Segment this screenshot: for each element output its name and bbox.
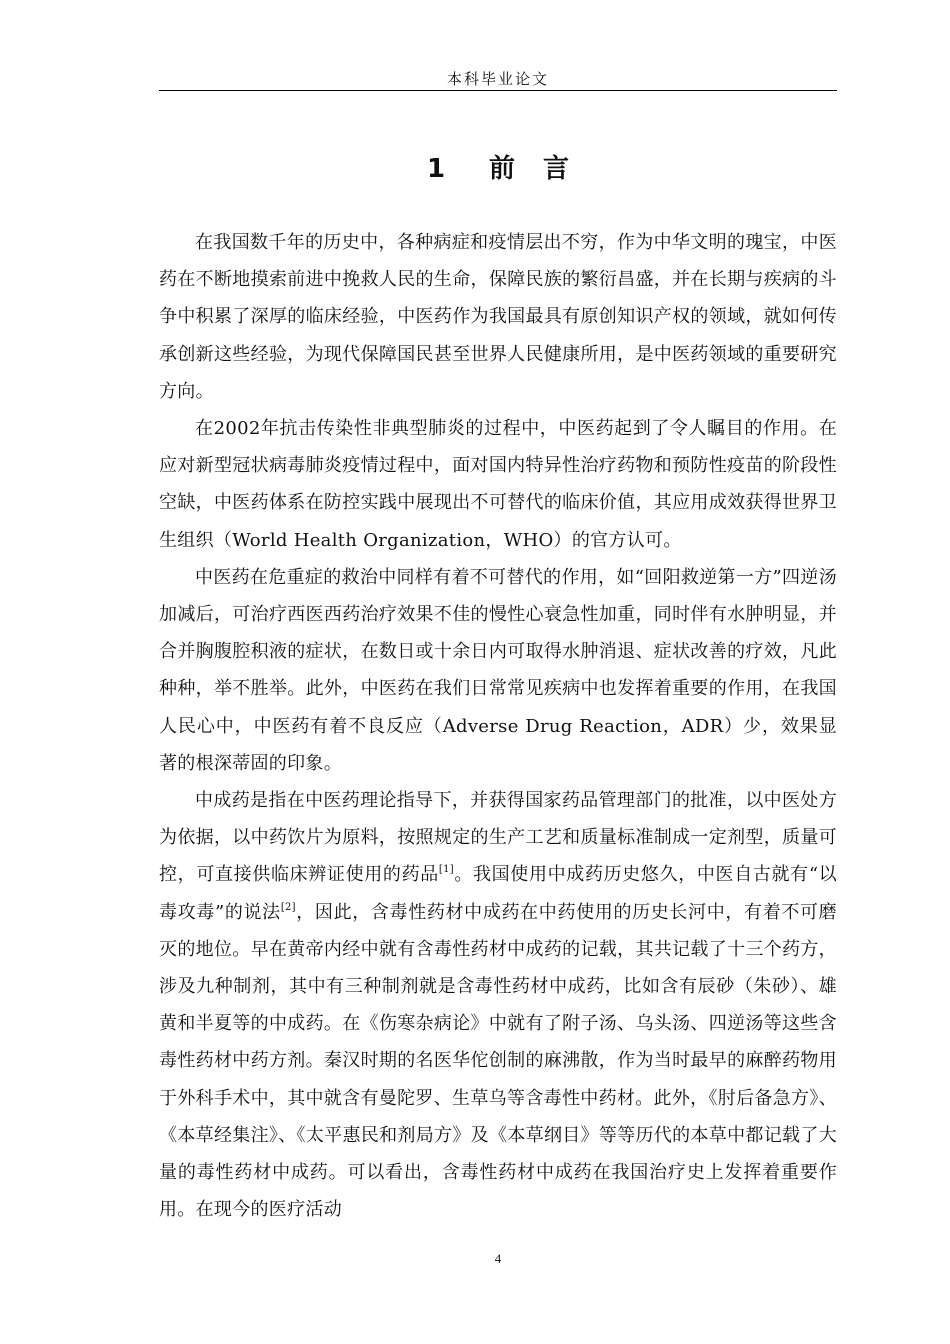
citation-1[interactable]: [1] bbox=[438, 864, 454, 876]
paragraph-4-text-2: 。我国使用中成药历史悠久，中医自古就有“以毒攻毒”的说法 bbox=[159, 864, 838, 923]
body-text bbox=[159, 224, 837, 1228]
chapter-number: 1 bbox=[426, 154, 446, 184]
chapter-title-char-2: 言 bbox=[543, 154, 570, 184]
paragraph-4 bbox=[159, 782, 837, 1228]
chapter-title bbox=[159, 148, 837, 185]
chapter-title-char-1: 前 bbox=[489, 154, 516, 184]
header-rule bbox=[159, 90, 837, 91]
paragraph-1: 在我国数千年的历史中，各种病症和疫情层出不穷，作为中华文明的瑰宝，中医药在不断地摸索前进中挽救人民的生命，保障民族的繁衍昌盛，并在长期与疾病的斗争中积累了深厚的临床经验，中医药作为我国最具有原创知识产权的领域，就如何传承创新这些经验，为现代保障国民甚至世界人民健康所用，是中医药领域的重要研究方向。 bbox=[159, 232, 837, 402]
running-header: 本科毕业论文 bbox=[446, 70, 549, 88]
paragraph-3: 中医药在危重症的救治中同样有着不可替代的作用，如“回阳救逆第一方”四逆汤加减后，可治疗西医西药治疗效果不佳的慢性心衰急性加重，同时伴有水肿明显，并合并胸腹腔积液的症状，在数日或十余日内可取得水肿消退、症状改善的疗效，凡此种种，举不胜举。此外，中医药在我们日常常见疾病中也发挥着重要的作用，在我国人民心中，中医药有着不良反应（Adverse Drug Reaction，ADR）少，效果显著的根深蒂固的印象。 bbox=[159, 566, 837, 774]
paragraph-4-text-1: 中成药是指在中医药理论指导下，并获得国家药品管理部门的批准，以中医处方为依据，以中药饮片为原料，按照规定的生产工艺和质量标准制成一定剂型，质量可控，可直接供临床辨证使用的药品 bbox=[159, 790, 837, 886]
page-number: 4 bbox=[494, 1251, 502, 1266]
paragraph-2: 在2002年抗击传染性非典型肺炎的过程中，中医药起到了令人瞩目的作用。在应对新型冠状病毒肺炎疫情过程中，面对国内特异性治疗药物和预防性疫苗的阶段性空缺，中医药体系在防控实践中展现出不可替代的临床价值，其应用成效获得世界卫生组织（World Health Organization，WHO）的官方认可。 bbox=[159, 418, 837, 551]
paragraph-4-text-3: ，因此，含毒性药材中成药在中药使用的历史长河中，有着不可磨灭的地位。早在黄帝内经中就有含毒性药材中成药的记载，其共记载了十三个药方，涉及九种制剂，其中有三种制剂就是含毒性药材中成药，比如含有辰砂（朱砂）、雄黄和半夏等的中成药。在《伤寒杂病论》中就有了附子汤、乌头汤、四逆汤等这些含毒性药材中药方剂。秦汉时期的名医华佗创制的麻沸散，作为当时最早的麻醉药物用于外科手术中，其中就含有曼陀罗、生草乌等含毒性中药材。此外，《肘后备急方》、《本草经集注》、《太平惠民和剂局方》及《本草纲目》等等历代的本草中都记载了大量的毒性药材中成药。可以看出，含毒性药材中成药在我国治疗史上发挥着重要作用。在现今的医疗活动 bbox=[159, 901, 837, 1221]
citation-2[interactable]: [2] bbox=[280, 901, 296, 913]
